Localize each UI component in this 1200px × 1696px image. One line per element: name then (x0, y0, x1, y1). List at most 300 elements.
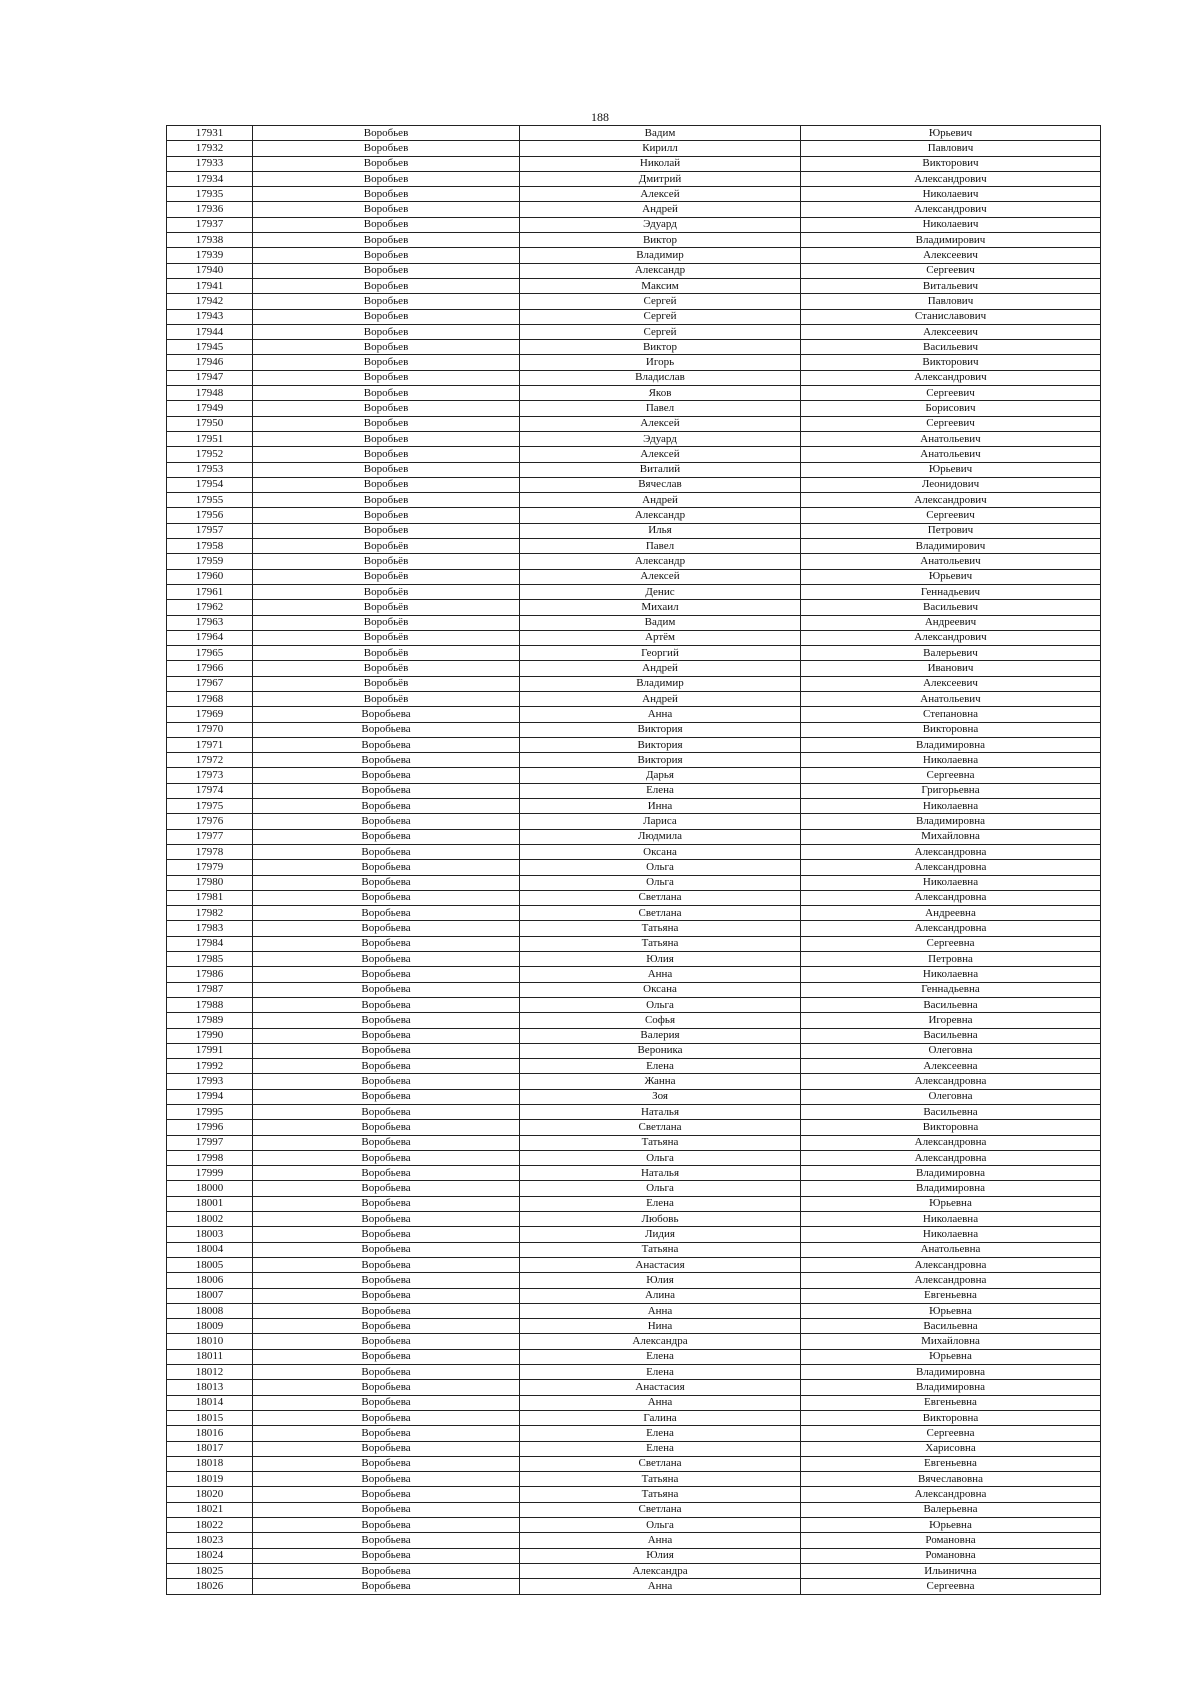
first-name-cell: Виктория (520, 753, 801, 768)
record-number-cell: 18007 (167, 1288, 253, 1303)
table-row (167, 1166, 1101, 1181)
table-row (167, 1181, 1101, 1196)
table-row (167, 783, 1101, 798)
last-name-cell: Воробьёв (253, 554, 520, 569)
record-number-cell: 18025 (167, 1563, 253, 1578)
record-number-cell: 17958 (167, 539, 253, 554)
patronymic-cell: Сергеевич (801, 416, 1101, 431)
last-name-cell: Воробьёв (253, 584, 520, 599)
last-name-cell: Воробьева (253, 1196, 520, 1211)
first-name-cell: Владимир (520, 248, 801, 263)
first-name-cell: Андрей (520, 202, 801, 217)
patronymic-cell: Юрьевна (801, 1303, 1101, 1318)
table-row (167, 1120, 1101, 1135)
patronymic-cell: Романовна (801, 1548, 1101, 1563)
last-name-cell: Воробьев (253, 324, 520, 339)
last-name-cell: Воробьев (253, 126, 520, 141)
record-number-cell: 17960 (167, 569, 253, 584)
table-row (167, 1074, 1101, 1089)
first-name-cell: Игорь (520, 355, 801, 370)
first-name-cell: Алексей (520, 416, 801, 431)
last-name-cell: Воробьева (253, 1472, 520, 1487)
table-row (167, 1319, 1101, 1334)
first-name-cell: Татьяна (520, 1242, 801, 1257)
last-name-cell: Воробьев (253, 217, 520, 232)
first-name-cell: Анна (520, 1303, 801, 1318)
table-row (167, 554, 1101, 569)
first-name-cell: Дмитрий (520, 171, 801, 186)
first-name-cell: Татьяна (520, 1135, 801, 1150)
table-row (167, 875, 1101, 890)
first-name-cell: Сергей (520, 309, 801, 324)
table-row (167, 370, 1101, 385)
patronymic-cell: Викторович (801, 355, 1101, 370)
patronymic-cell: Владимировна (801, 1380, 1101, 1395)
table-row (167, 753, 1101, 768)
record-number-cell: 18011 (167, 1349, 253, 1364)
record-number-cell: 17998 (167, 1150, 253, 1165)
record-number-cell: 17991 (167, 1043, 253, 1058)
last-name-cell: Воробьев (253, 278, 520, 293)
patronymic-cell: Витальевич (801, 278, 1101, 293)
last-name-cell: Воробьева (253, 1166, 520, 1181)
last-name-cell: Воробьев (253, 233, 520, 248)
table-row (167, 386, 1101, 401)
patronymic-cell: Петрович (801, 523, 1101, 538)
first-name-cell: Максим (520, 278, 801, 293)
first-name-cell: Валерия (520, 1028, 801, 1043)
first-name-cell: Наталья (520, 1166, 801, 1181)
first-name-cell: Елена (520, 1426, 801, 1441)
last-name-cell: Воробьева (253, 1456, 520, 1471)
table-row (167, 431, 1101, 446)
record-number-cell: 17932 (167, 141, 253, 156)
record-number-cell: 18017 (167, 1441, 253, 1456)
last-name-cell: Воробьёв (253, 676, 520, 691)
record-number-cell: 17933 (167, 156, 253, 171)
table-row (167, 309, 1101, 324)
table-row (167, 630, 1101, 645)
first-name-cell: Юлия (520, 952, 801, 967)
table-row (167, 462, 1101, 477)
first-name-cell: Наталья (520, 1105, 801, 1120)
table-row (167, 921, 1101, 936)
table-row (167, 860, 1101, 875)
patronymic-cell: Андреевич (801, 615, 1101, 630)
first-name-cell: Любовь (520, 1212, 801, 1227)
last-name-cell: Воробьев (253, 401, 520, 416)
patronymic-cell: Юрьевич (801, 126, 1101, 141)
first-name-cell: Жанна (520, 1074, 801, 1089)
table-row (167, 1349, 1101, 1364)
record-number-cell: 18009 (167, 1319, 253, 1334)
first-name-cell: Светлана (520, 906, 801, 921)
patronymic-cell: Александровна (801, 890, 1101, 905)
patronymic-cell: Александрович (801, 202, 1101, 217)
patronymic-cell: Станиславович (801, 309, 1101, 324)
first-name-cell: Виктория (520, 737, 801, 752)
table-row (167, 967, 1101, 982)
first-name-cell: Яков (520, 386, 801, 401)
record-number-cell: 18021 (167, 1502, 253, 1517)
record-number-cell: 17975 (167, 799, 253, 814)
last-name-cell: Воробьева (253, 1273, 520, 1288)
last-name-cell: Воробьева (253, 921, 520, 936)
record-number-cell: 17993 (167, 1074, 253, 1089)
first-name-cell: Елена (520, 1365, 801, 1380)
last-name-cell: Воробьева (253, 1548, 520, 1563)
table-row (167, 233, 1101, 248)
last-name-cell: Воробьева (253, 860, 520, 875)
first-name-cell: Татьяна (520, 936, 801, 951)
patronymic-cell: Александровна (801, 1487, 1101, 1502)
patronymic-cell: Юрьевна (801, 1349, 1101, 1364)
last-name-cell: Воробьев (253, 202, 520, 217)
record-number-cell: 18018 (167, 1456, 253, 1471)
record-number-cell: 17995 (167, 1105, 253, 1120)
table-row (167, 217, 1101, 232)
first-name-cell: Вадим (520, 615, 801, 630)
record-number-cell: 17935 (167, 187, 253, 202)
last-name-cell: Воробьева (253, 1303, 520, 1318)
last-name-cell: Воробьев (253, 523, 520, 538)
record-number-cell: 18012 (167, 1365, 253, 1380)
patronymic-cell: Олеговна (801, 1043, 1101, 1058)
patronymic-cell: Николаевна (801, 1227, 1101, 1242)
table-row (167, 1548, 1101, 1563)
table-row (167, 1288, 1101, 1303)
table-row (167, 1013, 1101, 1028)
table-row (167, 676, 1101, 691)
last-name-cell: Воробьева (253, 1380, 520, 1395)
last-name-cell: Воробьева (253, 1349, 520, 1364)
first-name-cell: Лариса (520, 814, 801, 829)
first-name-cell: Александр (520, 508, 801, 523)
record-number-cell: 17954 (167, 477, 253, 492)
last-name-cell: Воробьева (253, 1212, 520, 1227)
patronymic-cell: Владимировна (801, 1365, 1101, 1380)
patronymic-cell: Александрович (801, 630, 1101, 645)
first-name-cell: Светлана (520, 890, 801, 905)
first-name-cell: Анна (520, 967, 801, 982)
record-number-cell: 17976 (167, 814, 253, 829)
patronymic-cell: Николаевич (801, 187, 1101, 202)
first-name-cell: Виктор (520, 233, 801, 248)
last-name-cell: Воробьёв (253, 539, 520, 554)
last-name-cell: Воробьева (253, 707, 520, 722)
last-name-cell: Воробьева (253, 829, 520, 844)
table-row (167, 263, 1101, 278)
patronymic-cell: Александровна (801, 1150, 1101, 1165)
patronymic-cell: Викторовна (801, 1120, 1101, 1135)
record-number-cell: 17944 (167, 324, 253, 339)
patronymic-cell: Александровна (801, 1074, 1101, 1089)
first-name-cell: Владислав (520, 370, 801, 385)
table-row (167, 1150, 1101, 1165)
first-name-cell: Татьяна (520, 1472, 801, 1487)
table-row (167, 768, 1101, 783)
table-row (167, 1257, 1101, 1272)
record-number-cell: 17963 (167, 615, 253, 630)
first-name-cell: Ольга (520, 875, 801, 890)
patronymic-cell: Николаевна (801, 799, 1101, 814)
first-name-cell: Александра (520, 1334, 801, 1349)
patronymic-cell: Викторович (801, 156, 1101, 171)
record-number-cell: 18003 (167, 1227, 253, 1242)
last-name-cell: Воробьева (253, 1518, 520, 1533)
last-name-cell: Воробьёв (253, 630, 520, 645)
last-name-cell: Воробьева (253, 1563, 520, 1578)
patronymic-cell: Николаевич (801, 217, 1101, 232)
first-name-cell: Ольга (520, 1518, 801, 1533)
last-name-cell: Воробьев (253, 355, 520, 370)
record-number-cell: 18022 (167, 1518, 253, 1533)
record-number-cell: 17939 (167, 248, 253, 263)
first-name-cell: Эдуард (520, 431, 801, 446)
record-number-cell: 18024 (167, 1548, 253, 1563)
record-number-cell: 18008 (167, 1303, 253, 1318)
table-row (167, 156, 1101, 171)
record-number-cell: 17989 (167, 1013, 253, 1028)
record-number-cell: 17943 (167, 309, 253, 324)
table-row (167, 278, 1101, 293)
last-name-cell: Воробьев (253, 477, 520, 492)
first-name-cell: Елена (520, 783, 801, 798)
last-name-cell: Воробьева (253, 814, 520, 829)
record-number-cell: 17965 (167, 646, 253, 661)
patronymic-cell: Валерьевна (801, 1502, 1101, 1517)
table-row (167, 906, 1101, 921)
first-name-cell: Анна (520, 1395, 801, 1410)
table-row (167, 814, 1101, 829)
patronymic-cell: Степановна (801, 707, 1101, 722)
record-number-cell: 18015 (167, 1410, 253, 1425)
first-name-cell: Александра (520, 1563, 801, 1578)
last-name-cell: Воробьева (253, 1487, 520, 1502)
patronymic-cell: Валерьевич (801, 646, 1101, 661)
first-name-cell: Виктор (520, 340, 801, 355)
last-name-cell: Воробьева (253, 1242, 520, 1257)
record-number-cell: 17957 (167, 523, 253, 538)
table-row (167, 401, 1101, 416)
patronymic-cell: Юрьевич (801, 462, 1101, 477)
record-number-cell: 17979 (167, 860, 253, 875)
record-number-cell: 17961 (167, 584, 253, 599)
patronymic-cell: Анатольевич (801, 447, 1101, 462)
last-name-cell: Воробьева (253, 753, 520, 768)
patronymic-cell: Сергеевна (801, 936, 1101, 951)
table-row (167, 493, 1101, 508)
first-name-cell: Дарья (520, 768, 801, 783)
record-number-cell: 17940 (167, 263, 253, 278)
table-row (167, 1472, 1101, 1487)
patronymic-cell: Павлович (801, 141, 1101, 156)
patronymic-cell: Вячеславовна (801, 1472, 1101, 1487)
first-name-cell: Елена (520, 1196, 801, 1211)
last-name-cell: Воробьев (253, 187, 520, 202)
patronymic-cell: Романовна (801, 1533, 1101, 1548)
patronymic-cell: Игоревна (801, 1013, 1101, 1028)
record-number-cell: 17949 (167, 401, 253, 416)
patronymic-cell: Михайловна (801, 829, 1101, 844)
table-row (167, 324, 1101, 339)
last-name-cell: Воробьева (253, 1441, 520, 1456)
record-number-cell: 17973 (167, 768, 253, 783)
record-number-cell: 17985 (167, 952, 253, 967)
table-row (167, 661, 1101, 676)
patronymic-cell: Алексеевич (801, 676, 1101, 691)
patronymic-cell: Александровна (801, 1135, 1101, 1150)
record-number-cell: 17986 (167, 967, 253, 982)
table-row (167, 799, 1101, 814)
patronymic-cell: Николаевна (801, 967, 1101, 982)
patronymic-cell: Сергеевич (801, 263, 1101, 278)
table-row (167, 126, 1101, 141)
record-number-cell: 18005 (167, 1257, 253, 1272)
table-row (167, 1273, 1101, 1288)
last-name-cell: Воробьева (253, 1426, 520, 1441)
record-number-cell: 17977 (167, 829, 253, 844)
record-number-cell: 17946 (167, 355, 253, 370)
record-number-cell: 17938 (167, 233, 253, 248)
table-row (167, 1105, 1101, 1120)
first-name-cell: Алина (520, 1288, 801, 1303)
table-row (167, 569, 1101, 584)
patronymic-cell: Алексеевна (801, 1059, 1101, 1074)
first-name-cell: Виталий (520, 462, 801, 477)
first-name-cell: Сергей (520, 324, 801, 339)
first-name-cell: Алексей (520, 569, 801, 584)
patronymic-cell: Викторовна (801, 722, 1101, 737)
last-name-cell: Воробьева (253, 997, 520, 1012)
patronymic-cell: Юрьевна (801, 1196, 1101, 1211)
record-number-cell: 17972 (167, 753, 253, 768)
record-number-cell: 17950 (167, 416, 253, 431)
table-row (167, 646, 1101, 661)
patronymic-cell: Александровна (801, 921, 1101, 936)
last-name-cell: Воробьева (253, 737, 520, 752)
table-row (167, 890, 1101, 905)
patronymic-cell: Сергеевич (801, 386, 1101, 401)
table-row (167, 1028, 1101, 1043)
patronymic-cell: Борисович (801, 401, 1101, 416)
table-row (167, 952, 1101, 967)
patronymic-cell: Геннадьевна (801, 982, 1101, 997)
first-name-cell: Андрей (520, 493, 801, 508)
first-name-cell: Эдуард (520, 217, 801, 232)
table-row (167, 1059, 1101, 1074)
first-name-cell: Софья (520, 1013, 801, 1028)
table-row (167, 844, 1101, 859)
table-row (167, 1533, 1101, 1548)
first-name-cell: Алексей (520, 187, 801, 202)
table-row (167, 997, 1101, 1012)
record-number-cell: 17934 (167, 171, 253, 186)
last-name-cell: Воробьева (253, 967, 520, 982)
record-number-cell: 17951 (167, 431, 253, 446)
last-name-cell: Воробьев (253, 141, 520, 156)
first-name-cell: Анна (520, 1579, 801, 1594)
record-number-cell: 17974 (167, 783, 253, 798)
record-number-cell: 17948 (167, 386, 253, 401)
patronymic-cell: Анатольевна (801, 1242, 1101, 1257)
record-number-cell: 17969 (167, 707, 253, 722)
last-name-cell: Воробьева (253, 1059, 520, 1074)
table-row (167, 508, 1101, 523)
table-row (167, 1456, 1101, 1471)
first-name-cell: Нина (520, 1319, 801, 1334)
last-name-cell: Воробьева (253, 1013, 520, 1028)
table-row (167, 1196, 1101, 1211)
patronymic-cell: Евгеньевна (801, 1288, 1101, 1303)
patronymic-cell: Александрович (801, 171, 1101, 186)
last-name-cell: Воробьева (253, 1533, 520, 1548)
first-name-cell: Оксана (520, 982, 801, 997)
record-number-cell: 17970 (167, 722, 253, 737)
table-row (167, 1135, 1101, 1150)
patronymic-cell: Владимировна (801, 737, 1101, 752)
first-name-cell: Светлана (520, 1502, 801, 1517)
patronymic-cell: Анатольевич (801, 554, 1101, 569)
patronymic-cell: Александрович (801, 493, 1101, 508)
first-name-cell: Елена (520, 1059, 801, 1074)
record-number-cell: 17994 (167, 1089, 253, 1104)
table-row (167, 171, 1101, 186)
first-name-cell: Ольга (520, 1150, 801, 1165)
last-name-cell: Воробьева (253, 906, 520, 921)
patronymic-cell: Юрьевич (801, 569, 1101, 584)
last-name-cell: Воробьев (253, 340, 520, 355)
patronymic-cell: Андреевна (801, 906, 1101, 921)
patronymic-cell: Васильевна (801, 1028, 1101, 1043)
table-row (167, 141, 1101, 156)
record-number-cell: 18023 (167, 1533, 253, 1548)
patronymic-cell: Васильевна (801, 1319, 1101, 1334)
record-number-cell: 17962 (167, 600, 253, 615)
first-name-cell: Юлия (520, 1273, 801, 1288)
table-row (167, 1303, 1101, 1318)
last-name-cell: Воробьева (253, 1120, 520, 1135)
record-number-cell: 18026 (167, 1579, 253, 1594)
table-row (167, 1380, 1101, 1395)
table-row (167, 1212, 1101, 1227)
first-name-cell: Илья (520, 523, 801, 538)
table-row (167, 737, 1101, 752)
last-name-cell: Воробьёв (253, 600, 520, 615)
last-name-cell: Воробьев (253, 248, 520, 263)
record-number-cell: 17999 (167, 1166, 253, 1181)
table-row (167, 1426, 1101, 1441)
table-row (167, 294, 1101, 309)
last-name-cell: Воробьев (253, 386, 520, 401)
first-name-cell: Анна (520, 707, 801, 722)
record-number-cell: 18020 (167, 1487, 253, 1502)
last-name-cell: Воробьева (253, 1502, 520, 1517)
first-name-cell: Оксана (520, 844, 801, 859)
record-number-cell: 17966 (167, 661, 253, 676)
last-name-cell: Воробьёв (253, 661, 520, 676)
table-row (167, 202, 1101, 217)
patronymic-cell: Николаевна (801, 1212, 1101, 1227)
table-row (167, 691, 1101, 706)
first-name-cell: Ольга (520, 1181, 801, 1196)
record-number-cell: 18004 (167, 1242, 253, 1257)
last-name-cell: Воробьева (253, 1043, 520, 1058)
last-name-cell: Воробьёв (253, 691, 520, 706)
patronymic-cell: Сергеевич (801, 508, 1101, 523)
first-name-cell: Александр (520, 554, 801, 569)
record-number-cell: 17964 (167, 630, 253, 645)
